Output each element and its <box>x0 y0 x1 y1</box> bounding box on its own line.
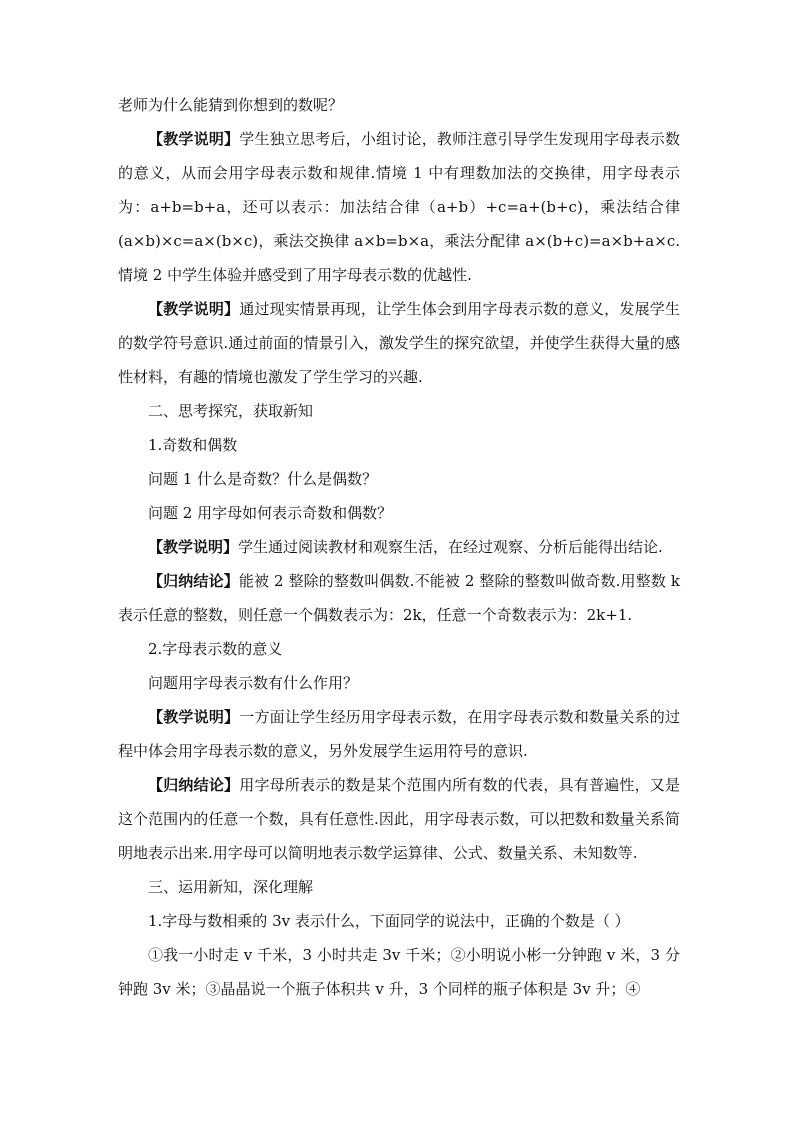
paragraph <box>118 462 680 496</box>
paragraph <box>118 666 680 700</box>
paragraph-text: 问题 2 用字母如何表示奇数和偶数？ <box>148 504 393 522</box>
paragraph-text: 能被 2 整除的整数叫偶数.不能被 2 整除的整数叫做奇数.用整数 k 表示任意的整数，则任意一个偶数表示为：2k，任意一个奇数表示为：2k+1. <box>118 572 680 624</box>
paragraph <box>118 88 680 122</box>
paragraph <box>118 428 680 462</box>
paragraph-text: 用字母所表示的数是某个范围内所有数的代表，具有普遍性，又是这个范围内的任意一个数，具有任意性.因此，用字母表示数，可以把数和数量关系简明地表示出来.用字母可以简明地表示数学运算律、公式、数量关系、未知数等. <box>118 776 680 862</box>
paragraph <box>118 122 680 292</box>
paragraph <box>118 394 680 428</box>
paragraph-text: 学生通过阅读教材和观察生活，在经过观察、分析后能得出结论. <box>238 538 663 556</box>
paragraph <box>118 700 680 768</box>
paragraph-label: 【教学说明】 <box>148 708 240 726</box>
paragraph-text: 一方面让学生经历用字母表示数，在用字母表示数和数量关系的过程中体会用字母表示数的意义，另外发展学生运用符号的意识. <box>118 708 680 760</box>
paragraph <box>118 496 680 530</box>
paragraph <box>118 938 680 1006</box>
paragraph-label: 【归纳结论】 <box>148 572 239 590</box>
paragraph-text: 学生独立思考后，小组讨论，教师注意引导学生发现用字母表示数的意义，从而会用字母表示数和规律.情境 1 中有理数加法的交换律，用字母表示为：a+b=b+a，还可以表示：加法结合律（a+b）+c=a+(b+c)，乘法结合律(a×b)×c=a×(b×c)，乘法交换律 a×b=b×a，乘法分配律 a×(b+c)=a×b+a×c.情境 2 中学生体验并感受到了用字母表示数的优越性. <box>118 130 680 284</box>
paragraph-text: 三、运用新知，深化理解 <box>148 878 314 896</box>
paragraph <box>118 870 680 904</box>
paragraph-text: 二、思考探究，获取新知 <box>148 402 314 420</box>
paragraph <box>118 564 680 632</box>
paragraph-text: 问题用字母表示数有什么作用？ <box>148 674 359 692</box>
paragraph-label: 【教学说明】 <box>148 300 240 318</box>
paragraph <box>118 904 680 938</box>
paragraph-text: 通过现实情景再现，让学生体会到用字母表示数的意义，发展学生的数学符号意识.通过前面的情景引入，激发学生的探究欲望，并使学生获得大量的感性材料，有趣的情境也激发了学生学习的兴趣. <box>118 300 680 386</box>
paragraph <box>118 768 680 870</box>
paragraph <box>118 292 680 394</box>
document-body <box>118 88 680 1006</box>
paragraph-label: 【归纳结论】 <box>148 776 240 794</box>
paragraph <box>118 530 680 564</box>
paragraph-text: ①我一小时走 v 千米，3 小时共走 3v 千米；②小明说小彬一分钟跑 v 米，3 分钟跑 3v 米；③晶晶说一个瓶子体积共 v 升，3 个同样的瓶子体积是 3v 升；④ <box>118 946 680 998</box>
paragraph-label: 【教学说明】 <box>148 130 240 148</box>
paragraph-text: 1.奇数和偶数 <box>148 436 238 454</box>
paragraph-text: 2.字母表示数的意义 <box>148 640 283 658</box>
paragraph-text: 老师为什么能猜到你想到的数呢？ <box>118 96 344 114</box>
paragraph-text: 1.字母与数相乘的 3v 表示什么，下面同学的说法中，正确的个数是（ ） <box>148 912 630 930</box>
paragraph <box>118 632 680 666</box>
paragraph-text: 问题 1 什么是奇数？什么是偶数？ <box>148 470 378 488</box>
paragraph-label: 【教学说明】 <box>148 538 239 556</box>
